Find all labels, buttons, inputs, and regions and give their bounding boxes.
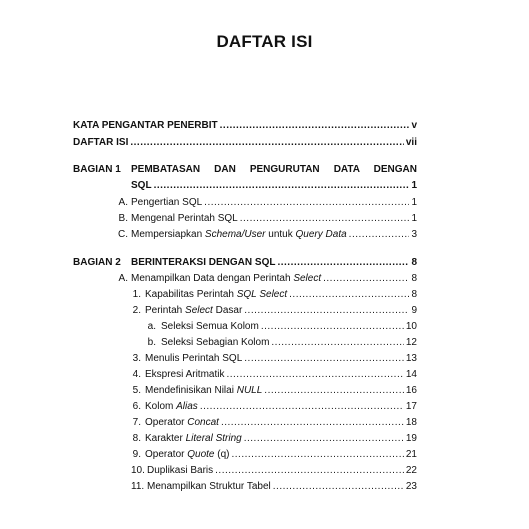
toc-entry-daftar-isi (73, 135, 417, 150)
toc-entry (161, 319, 417, 334)
item-marker: b. (147, 337, 156, 348)
toc-page: v (411, 120, 417, 131)
toc-label: Operator Concat (145, 417, 219, 428)
toc-page: 19 (405, 433, 417, 444)
toc-entry (145, 287, 417, 302)
item-marker: A. (118, 273, 128, 284)
toc-entry (145, 303, 417, 318)
dot-leader (221, 415, 404, 430)
toc-label: KATA PENGANTAR PENERBIT (73, 120, 218, 131)
toc-entry (145, 399, 417, 414)
dot-leader (200, 399, 404, 414)
item-marker: C. (118, 229, 128, 240)
dot-leader (220, 118, 410, 133)
toc-page: 1 (411, 197, 417, 208)
toc-page: 13 (405, 353, 417, 364)
toc-page: 1 (411, 213, 417, 224)
toc-label: Mempersiapkan Schema/User untuk Query Data (131, 229, 347, 240)
toc-page: 8 (411, 257, 417, 268)
dot-leader (273, 479, 404, 494)
toc-entry (161, 335, 417, 350)
toc-label: SQL (131, 180, 152, 191)
dot-leader (232, 447, 404, 462)
toc-entry-bagian2 (131, 255, 417, 270)
toc-entry (131, 271, 417, 286)
dot-leader (226, 367, 403, 382)
toc-page: 18 (405, 417, 417, 428)
toc-entry (145, 367, 417, 382)
toc-page: 14 (405, 369, 417, 380)
dot-leader (204, 195, 409, 210)
item-marker: 11. (131, 481, 145, 492)
toc-entry-kata-pengantar (73, 118, 417, 133)
item-marker: 4. (132, 369, 141, 380)
toc-label: Menampilkan Struktur Tabel (147, 481, 271, 492)
dot-leader (323, 271, 409, 286)
item-marker: 5. (132, 385, 141, 396)
dot-leader (244, 303, 409, 318)
toc-entry (145, 431, 417, 446)
toc-entry (145, 447, 417, 462)
toc-label: Mengenal Perintah SQL (131, 213, 238, 224)
dot-leader (277, 255, 409, 270)
toc-label: Perintah Select Dasar (145, 305, 243, 316)
item-marker: a. (147, 321, 156, 332)
chapter-title: PEMBATASAN DAN PENGURUTAN DATA DENGAN (131, 164, 417, 175)
toc-label: DAFTAR ISI (73, 137, 129, 148)
toc-label: Ekspresi Aritmatik (145, 369, 225, 380)
toc-page: 21 (405, 449, 417, 460)
toc-label: Operator Quote (q) (145, 449, 230, 460)
toc-label: BERINTERAKSI DENGAN SQL (131, 257, 276, 268)
toc-entry (145, 383, 417, 398)
toc-page: 23 (405, 481, 417, 492)
chapter-number: BAGIAN 1 (73, 164, 121, 175)
toc-entry (131, 211, 417, 226)
toc-page: 8 (411, 273, 417, 284)
chapter-number: BAGIAN 2 (73, 257, 121, 268)
item-marker: 2. (132, 305, 141, 316)
toc-label: Menulis Perintah SQL (145, 353, 243, 364)
item-marker: 9. (132, 449, 141, 460)
dot-leader (264, 383, 404, 398)
item-marker: 10. (131, 465, 145, 476)
toc-label: Seleksi Semua Kolom (161, 321, 259, 332)
dot-leader (215, 463, 404, 478)
dot-leader (271, 335, 403, 350)
toc-entry (131, 195, 417, 210)
toc-page: 17 (405, 401, 417, 412)
dot-leader (244, 351, 404, 366)
toc-label: Mendefinisikan Nilai NULL (145, 385, 263, 396)
toc-page: 1 (411, 180, 417, 191)
item-marker: A. (118, 197, 128, 208)
toc-label: Menampilkan Data dengan Perintah Select (131, 273, 322, 284)
toc-entry (131, 227, 417, 242)
item-marker: B. (118, 213, 128, 224)
page-title: DAFTAR ISI (216, 32, 313, 51)
toc-page: 16 (405, 385, 417, 396)
dot-leader (154, 178, 410, 193)
dot-leader (240, 211, 410, 226)
item-marker: 7. (132, 417, 141, 428)
toc-entry (147, 479, 417, 494)
item-marker: 3. (132, 353, 141, 364)
dot-leader (289, 287, 409, 302)
toc-page: 12 (405, 337, 417, 348)
toc-entry-bagian1 (131, 178, 417, 193)
toc-entry (145, 415, 417, 430)
toc-label: Kapabilitas Perintah SQL Select (145, 289, 288, 300)
toc-page: 9 (411, 305, 417, 316)
dot-leader (261, 319, 404, 334)
toc-label: Seleksi Sebagian Kolom (161, 337, 270, 348)
item-marker: 1. (132, 289, 141, 300)
dot-leader (349, 227, 410, 242)
toc-page: 22 (405, 465, 417, 476)
toc-label: Karakter Literal String (145, 433, 242, 444)
toc-page: 10 (405, 321, 417, 332)
toc-label: Kolom Alias (145, 401, 198, 412)
dot-leader (130, 135, 404, 150)
toc-page: 3 (411, 229, 417, 240)
toc-page: 8 (411, 289, 417, 300)
item-marker: 6. (132, 401, 141, 412)
toc-entry (145, 351, 417, 366)
toc-page: vii (405, 137, 417, 148)
toc-label: Duplikasi Baris (147, 465, 214, 476)
toc-entry (147, 463, 417, 478)
dot-leader (244, 431, 404, 446)
toc-label: Pengertian SQL (131, 197, 203, 208)
item-marker: 8. (132, 433, 141, 444)
